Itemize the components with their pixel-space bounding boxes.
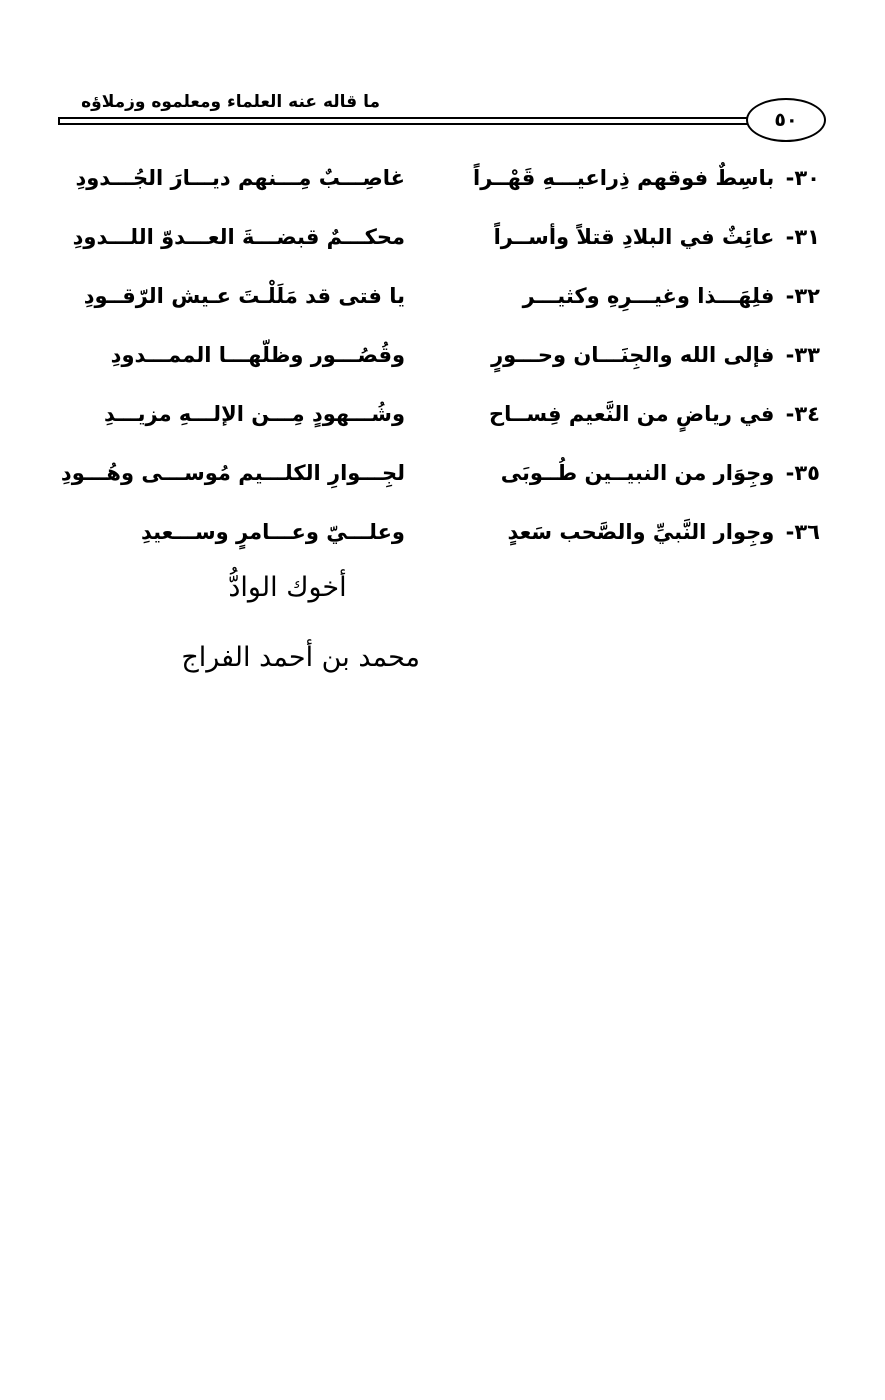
verse-number: ٣٠- bbox=[785, 166, 820, 190]
page-number-oval bbox=[746, 98, 826, 142]
verse-second-hemistich: وقُصُـــور وظلّهـــا الممـــدودِ bbox=[110, 343, 405, 367]
verse-row bbox=[60, 337, 820, 396]
page-number: ٥٠ bbox=[774, 109, 798, 131]
verse-first-hemistich bbox=[480, 278, 820, 314]
verse-first-text: عائِثٌ في البلادِ قتلاً وأســراً bbox=[493, 225, 775, 249]
verse-second-hemistich: لجِـــوارِ الكلـــيم مُوســـى وهُـــودِ bbox=[60, 461, 405, 485]
verse-number: ٣٤- bbox=[785, 402, 820, 426]
verse-first-text: وجِوَار من النبيــين طُــوبَى bbox=[500, 461, 775, 485]
verse-number: ٣٦- bbox=[785, 520, 820, 544]
verse-first-text: وجِوار النَّبيِّ والصَّحب سَعدٍ bbox=[507, 520, 775, 544]
poem-verses bbox=[60, 160, 820, 573]
verse-row bbox=[60, 514, 820, 573]
signature-name: محمد بن أحمد الفراج bbox=[181, 642, 420, 673]
verse-number: ٣١- bbox=[785, 225, 820, 249]
verse-second-hemistich: غاصِـــبٌ مِـــنهم ديـــارَ الجُـــدودِ bbox=[75, 166, 405, 190]
verse-first-text: في رياضٍ من النَّعيم فِســاح bbox=[489, 402, 775, 426]
running-header-title: ما قاله عنه العلماء ومعلموه وزملاؤه bbox=[81, 92, 380, 112]
verse-row bbox=[60, 455, 820, 514]
verse-first-text: فلِهَـــذا وغيـــرِهِ وكثيـــر bbox=[522, 284, 775, 308]
verse-first-text: فإلى الله والجِنَـــان وحـــورٍ bbox=[491, 343, 775, 367]
verse-row bbox=[60, 396, 820, 455]
verse-first-hemistich bbox=[480, 219, 820, 255]
verse-first-hemistich bbox=[480, 337, 820, 373]
verse-number: ٣٢- bbox=[785, 284, 820, 308]
header-rule-bottom bbox=[58, 123, 750, 125]
verse-row bbox=[60, 160, 820, 219]
verse-number: ٣٥- bbox=[785, 461, 820, 485]
verse-row bbox=[60, 219, 820, 278]
verse-row bbox=[60, 278, 820, 337]
verse-second-hemistich: محكـــمٌ قبضـــةَ العـــدوّ اللـــدودِ bbox=[72, 225, 405, 249]
verse-number: ٣٣- bbox=[785, 343, 820, 367]
header-rule-top bbox=[58, 117, 750, 119]
verse-first-hemistich bbox=[480, 396, 820, 432]
signature-closing: أخوك الوادُّ bbox=[228, 572, 347, 603]
verse-second-hemistich: وعلـــيّ وعـــامرٍ وســـعيدِ bbox=[140, 520, 405, 544]
header-rule-end bbox=[58, 117, 60, 125]
verse-first-hemistich bbox=[480, 514, 820, 550]
verse-first-text: باسِطٌ فوقهم ذِراعيـــهِ قَهْــراً bbox=[473, 166, 775, 190]
verse-second-hemistich: وشُـــهودٍ مِـــن الإلـــهِ مزيـــدِ bbox=[103, 402, 405, 426]
verse-second-hemistich: يا فتى قد مَلَلْـتَ عـيش الرّقــودِ bbox=[83, 284, 405, 308]
verse-first-hemistich bbox=[473, 160, 820, 196]
verse-first-hemistich bbox=[480, 455, 820, 491]
